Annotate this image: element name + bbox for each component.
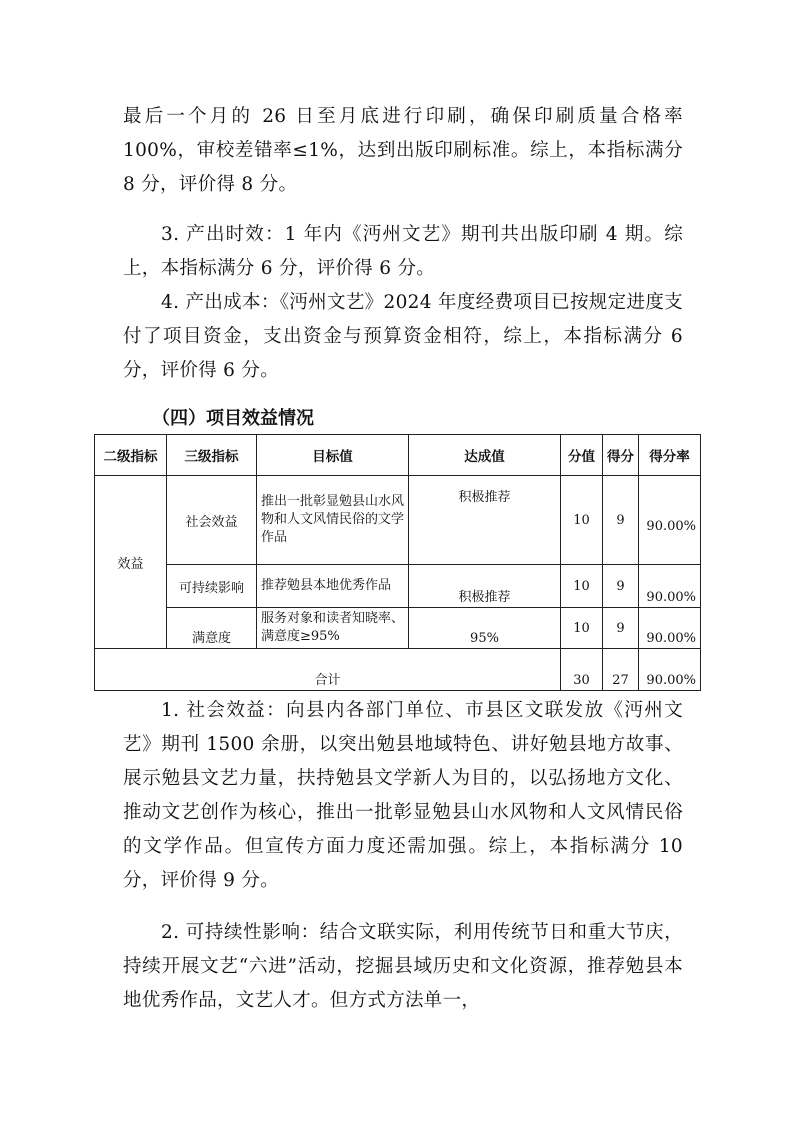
- achieved-cell: 积极推荐: [409, 476, 561, 565]
- table-row: [95, 476, 701, 565]
- level3-cell: 社会效益: [167, 476, 257, 565]
- paragraph-sustainability: 2. 可持续性影响：结合文联实际，利用传统节日和重大节庆，持续开展文艺“六进”活动，挖掘县域历史和文化资源，推荐勉县本地优秀作品，文艺人才。但方式方法单一，: [123, 922, 683, 1011]
- level3-cell: 满意度: [167, 608, 257, 649]
- header-level2: 二级指标: [95, 435, 167, 476]
- target-cell: 推出一批彰显勉县山水风物和人文风情民俗的文学作品: [257, 476, 409, 565]
- rate-cell: 90.00%: [639, 608, 701, 649]
- table-row: [95, 565, 701, 608]
- got-cell: 9: [603, 608, 639, 649]
- header-score-got: 得分: [603, 435, 639, 476]
- level3-cell: 可持续影响: [167, 565, 257, 608]
- target-cell: 推荐勉县本地优秀作品: [257, 565, 409, 608]
- paragraph-print-quality: 最后一个月的 26 日至月底进行印刷，确保印刷质量合格率 100%，审校差错率≤1%，达到出版印刷标准。综上，本指标满分 8 分，评价得 8 分。: [123, 106, 683, 195]
- got-cell: 9: [603, 476, 639, 565]
- section-heading: （四）项目效益情况: [152, 408, 314, 429]
- header-achieved: 达成值: [409, 435, 561, 476]
- total-label-cell: 合计: [95, 649, 561, 691]
- header-score-value: 分值: [561, 435, 603, 476]
- rate-cell: 90.00%: [639, 565, 701, 608]
- got-cell: 9: [603, 565, 639, 608]
- paragraph-social-benefit: 1. 社会效益：向县内各部门单位、市县区文联发放《沔州文艺》期刊 1500 余册，以突出勉县地域特色、讲好勉县地方故事、展示勉县文艺力量，扶持勉县文学新人为目的，以弘扬地方文化、推动文艺创作为核心，推出一批彰显勉县山水风物和人文风情民俗的文学作品。但宣传方面力度还需加强。综上，本指标满分 10 分，评价得 9 分。: [123, 700, 683, 891]
- value-cell: 10: [561, 476, 603, 565]
- category-cell: 效益: [95, 476, 167, 649]
- target-cell: 服务对象和读者知晓率、满意度≥95%: [257, 608, 409, 649]
- value-cell: 10: [561, 565, 603, 608]
- header-score-rate: 得分率: [639, 435, 701, 476]
- total-got-cell: 27: [603, 649, 639, 691]
- benefit-table: [94, 434, 701, 691]
- paragraph-output-timeliness: 3. 产出时效：1 年内《沔州文艺》期刊共出版印刷 4 期。综上，本指标满分 6 分，评价得 6 分。: [123, 224, 683, 279]
- value-cell: 10: [561, 608, 603, 649]
- achieved-cell: 积极推荐: [409, 565, 561, 608]
- paragraph-output-cost: 4. 产出成本：《沔州文艺》2024 年度经费项目已按规定进度支付了项目资金，支出资金与预算资金相符，综上，本指标满分 6 分，评价得 6 分。: [123, 292, 683, 381]
- total-rate-cell: 90.00%: [639, 649, 701, 691]
- table-row: [95, 608, 701, 649]
- rate-cell: 90.00%: [639, 476, 701, 565]
- header-level3: 三级指标: [167, 435, 257, 476]
- header-target: 目标值: [257, 435, 409, 476]
- table-total-row: [95, 649, 701, 691]
- total-value-cell: 30: [561, 649, 603, 691]
- table-header-row: [95, 435, 701, 476]
- achieved-cell: 95%: [409, 608, 561, 649]
